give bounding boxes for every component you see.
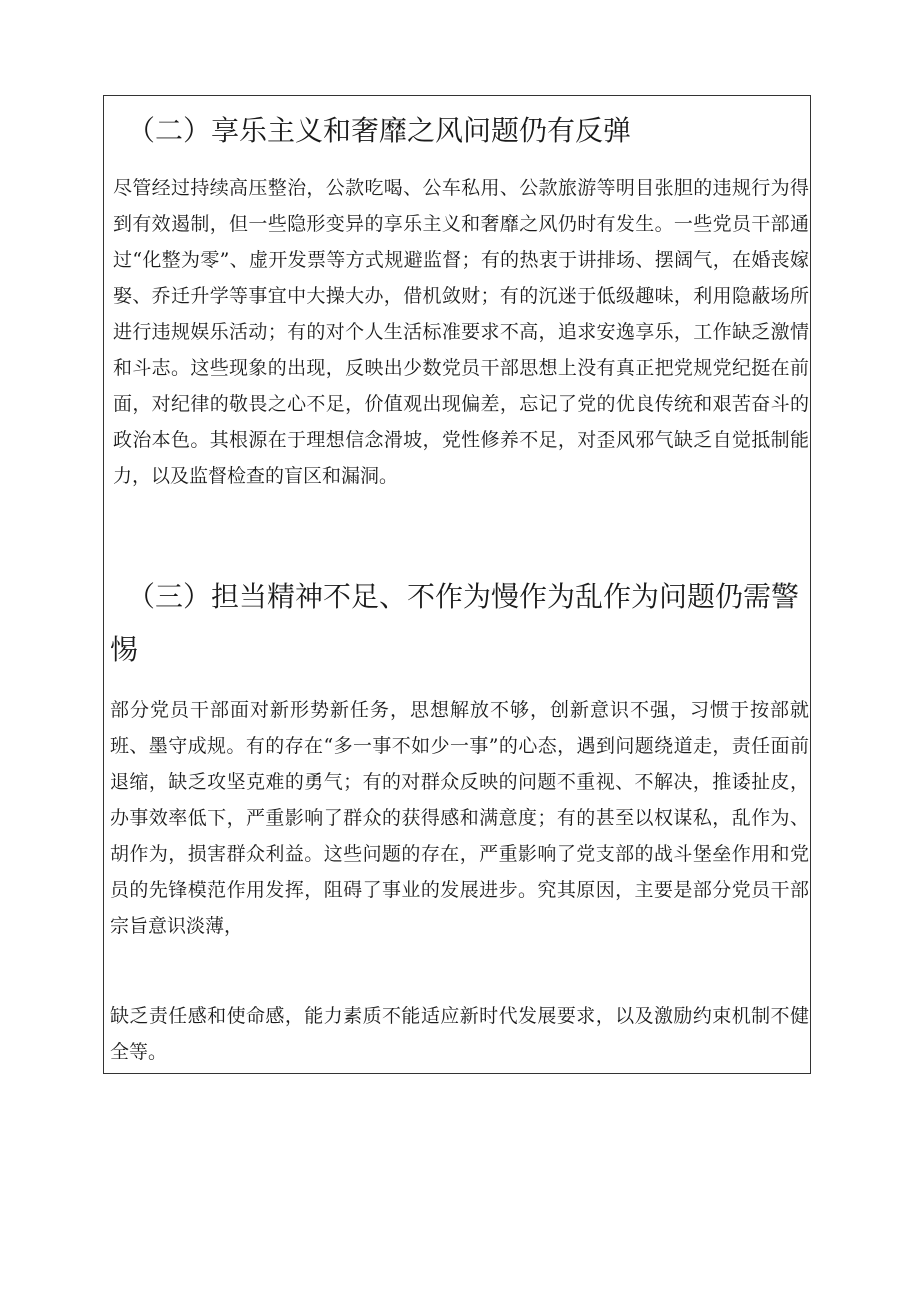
- section-2-heading: （二）享乐主义和奢靡之风问题仍有反弹: [127, 114, 632, 147]
- section-3-paragraph-1: 部分党员干部面对新形势新任务，思想解放不够，创新意识不强，习惯于按部就班、墨守成规。有的存在“多一事不如少一事”的心态，遇到问题绕道走，责任面前退缩，缺乏攻坚克难的勇气；有的对群众反映的问题不重视、不解决，推诿扯皮，办事效率低下，严重影响了群众的获得感和满意度；有的甚至以权谋私，乱作为、胡作为，损害群众利益。这些问题的存在，严重影响了党支部的战斗堡垒作用和党员的先锋模范作用发挥，阻碍了事业的发展进步。究其原因，主要是部分党员干部宗旨意识淡薄，: [110, 699, 809, 937]
- section-3-paragraph-2: 缺乏责任感和使命感，能力素质不能适应新时代发展要求，以及激励约束机制不健全等。: [110, 1005, 809, 1063]
- section-2-paragraph: 尽管经过持续高压整治，公款吃喝、公车私用、公款旅游等明目张胆的违规行为得到有效遏制，但一些隐形变异的享乐主义和奢靡之风仍时有发生。一些党员干部通过“化整为零”、虚开发票等方式规避监督；有的热衷于讲排场、摆阔气，在婚丧嫁娶、乔迁升学等事宜中大操大办，借机敛财；有的沉迷于低级趣味，利用隐蔽场所进行违规娱乐活动；有的对个人生活标准要求不高，追求安逸享乐，工作缺乏激情和斗志。这些现象的出现，反映出少数党员干部思想上没有真正把党规党纪挺在前面，对纪律的敬畏之心不足，价值观出现偏差，忘记了党的优良传统和艰苦奋斗的政治本色。其根源在于理想信念滑坡，党性修养不足，对歪风邪气缺乏自觉抵制能力，以及监督检查的盲区和漏洞。: [113, 177, 809, 487]
- section-3-heading-line-1: （三）担当精神不足、不作为慢作为乱作为问题仍需警: [127, 580, 800, 613]
- section-3-heading-line-2: 惕: [110, 633, 139, 666]
